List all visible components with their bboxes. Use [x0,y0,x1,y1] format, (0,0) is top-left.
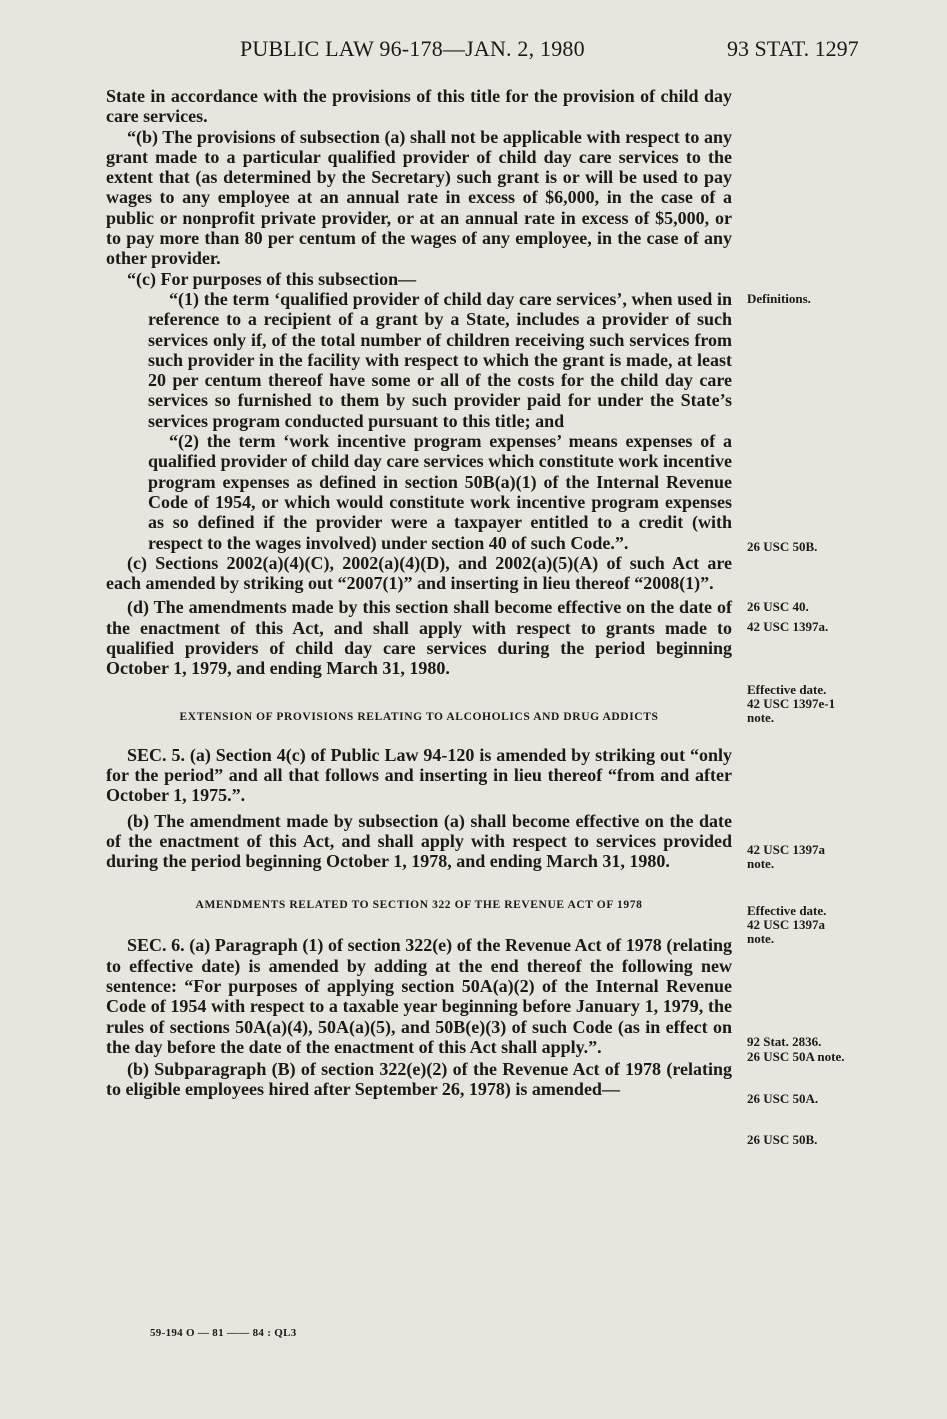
main-text-column [106,86,732,1100]
margin-note-26usc40: 26 USC 40. [747,599,809,614]
margin-note-26usc50b: 26 USC 50B. [747,539,818,554]
paragraph-effective-date: (d) The amendments made by this section shall become effective on the date of the enactment of this Act, and shall apply with respect to grants made to qualified providers of child day care services during the period beginning October 1, 1979, and ending March 31, 1980. [106,597,732,679]
margin-note-definitions: Definitions. [747,291,811,306]
paragraph-definition-2: “(2) the term ‘work incentive program expenses’ means expenses of a qualified provider of child day care services which constitute work incentive program expenses as defined in section 50B(a)(1) of the Internal Revenue Code of 1954, or which would constitute work incentive program expenses as so defined if the provider were a taxpayer entitled to a credit (with respect to the wages involved) under section 40 of such Code.”. [148,431,732,553]
paragraph-continuation: State in accordance with the provisions of this title for the provision of child day care services. [106,86,732,127]
margin-note-42usc1397e1: 42 USC 1397e-1 [747,696,836,711]
paragraph-subsection-c: “(c) For purposes of this subsection— [127,268,417,289]
margin-note-92stat2836: 92 Stat. 2836. [747,1034,822,1049]
page-header-title: PUBLIC LAW 96-178—JAN. 2, 1980 [240,36,585,61]
margin-note-42usc1397a-2: 42 USC 1397a [747,917,826,932]
margin-note-26usc50a: 26 USC 50A. [747,1091,819,1106]
margin-note-42usc1397a: 42 USC 1397a. [747,619,829,634]
page-header-stat: 93 STAT. 1297 [727,36,859,61]
margin-note-effective-date-2: Effective date. [747,903,827,918]
margin-note-26usc50a-note: 26 USC 50A note. [747,1049,845,1064]
paragraph-subsection-b: “(b) The provisions of subsection (a) shall not be applicable with respect to any grant made to a particular qualified provider of child day care services to the extent that (as determined by the Secretary) such grant is or will be used to pay wages to any employee at an annual rate in excess of $6,000, in the case of a public or nonprofit private provider, or at an annual rate in excess of $5,000, or to pay more than 80 per centum of the wages of any employee, in the case of any other provider. [106,126,732,269]
section-heading-revenue-act: AMENDMENTS RELATED TO SECTION 322 OF THE REVENUE ACT OF 1978 [195,899,643,912]
paragraph-sec6-b: (b) Subparagraph (B) of section 322(e)(2) of the Revenue Act of 1978 (relating to eligible employees hired after September 26, 1978) is amended— [106,1059,732,1100]
page-footer-printcode: 59-194 O — 81 —— 84 : QL3 [150,1327,297,1339]
margin-note-42usc1397a-note: 42 USC 1397a [747,842,826,857]
paragraph-sec6-a: SEC. 6. (a) Paragraph (1) of section 322(e) of the Revenue Act of 1978 (relating to effective date) is amended by adding at the end thereof the following new sentence: “For purposes of applying section 50A(a)(2) of the Internal Revenue Code of 1954 with respect to a taxable year beginning before January 1, 1979, the rules of sections 50A(a)(4), 50A(a)(5), and 50B(e)(3) of such Code (as in effect on the day before the date of the enactment of this Act shall apply.”. [106,935,732,1057]
margin-note-effective-date-1: Effective date. [747,682,827,697]
paragraph-sec5-b: (b) The amendment made by subsection (a) shall become effective on the date of the enactment of this Act, and shall apply with respect to services provided during the period beginning October 1, 1978, and ending March 31, 1980. [106,810,732,872]
margin-note-26usc50b-2: 26 USC 50B. [747,1132,818,1147]
margin-note-note-1: note. [747,710,775,725]
paragraph-sections-amended: (c) Sections 2002(a)(4)(C), 2002(a)(4)(D), and 2002(a)(5)(A) of such Act are each amended by striking out “2007(1)” and inserting in lieu thereof “2008(1)”. [106,552,732,594]
section-heading-alcoholics: EXTENSION OF PROVISIONS RELATING TO ALCOHOLICS AND DRUG ADDICTS [179,710,659,723]
paragraph-sec5-a: SEC. 5. (a) Section 4(c) of Public Law 94-120 is amended by striking out “only for the period” and all that follows and inserting in lieu thereof “from and after October 1, 1975.”. [106,744,732,806]
paragraph-definition-1: “(1) the term ‘qualified provider of child day care services’, when used in reference to a recipient of a grant by a State, includes a provider of such services only if, of the total number of children receiving such services from such provider in the facility with respect to which the grant is made, at least 20 per centum thereof have some or all of the costs for the child day care services so furnished to them by such provider paid for under the State’s services program conducted pursuant to this title; and [148,288,732,431]
margin-note-note-2: note. [747,856,775,871]
margin-note-note-3: note. [747,931,775,946]
